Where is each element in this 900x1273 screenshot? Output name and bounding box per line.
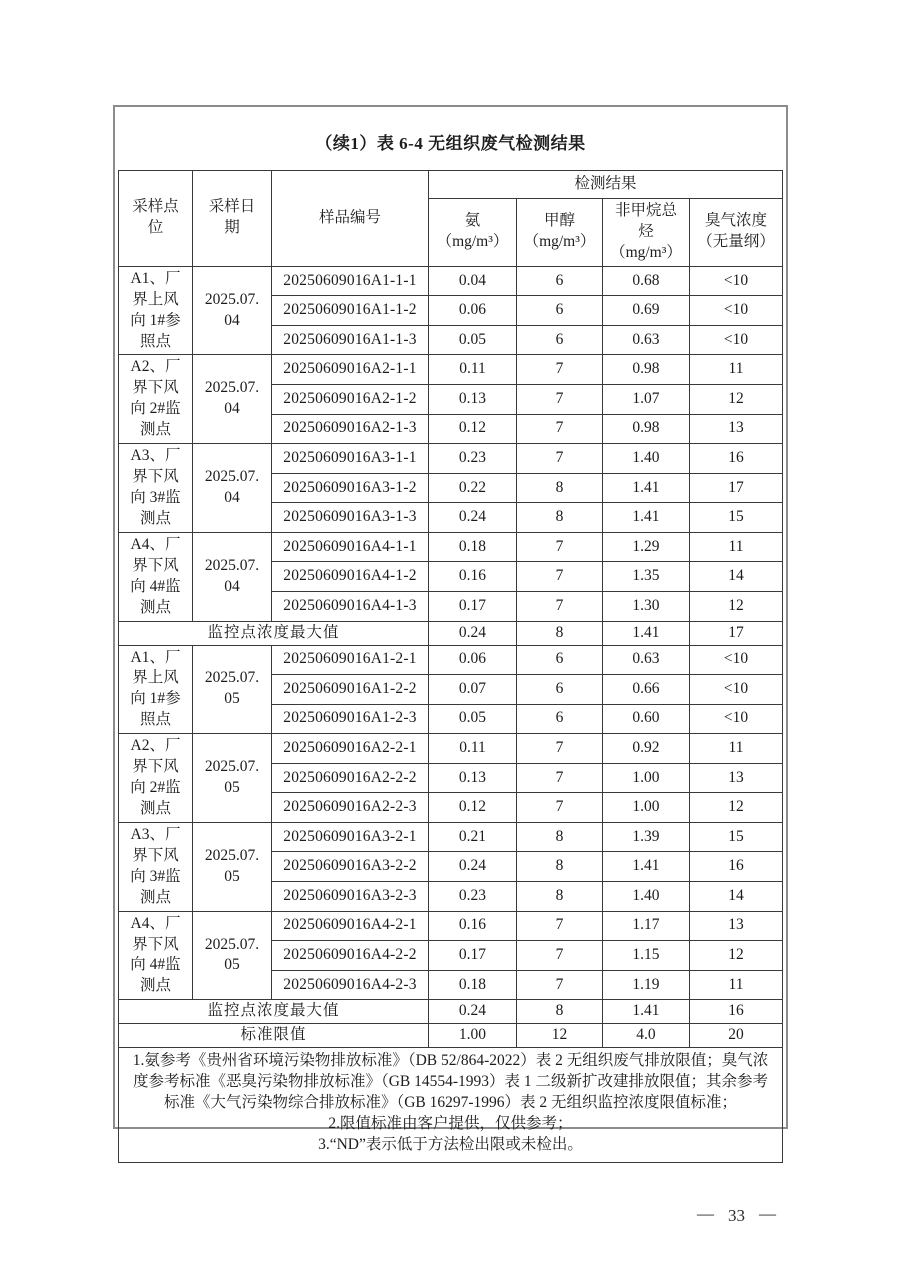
table-row xyxy=(118,355,782,385)
value-cell: 0.11 xyxy=(428,734,516,764)
value-cell: 7 xyxy=(516,763,602,793)
value-cell: 7 xyxy=(516,355,602,385)
column-header-sampling-point: 采样点位 xyxy=(118,171,192,267)
max-concentration-s1-value-2: 1.41 xyxy=(602,1000,689,1024)
sampling-date-cell: 2025.07.04 xyxy=(192,532,271,621)
column-header-methanol xyxy=(516,199,602,267)
sample-id-cell: 20250609016A4-1-2 xyxy=(271,562,428,592)
value-cell: 6 xyxy=(516,266,602,296)
value-cell: 0.16 xyxy=(428,911,516,941)
value-cell: 16 xyxy=(689,444,782,474)
sampling-point-cell: A1、厂界上风向 1#参照点 xyxy=(118,645,192,734)
sample-id-cell: 20250609016A2-1-2 xyxy=(271,385,428,415)
sampling-point-cell: A2、厂界下风向 2#监测点 xyxy=(118,355,192,444)
sample-id-cell: 20250609016A3-1-2 xyxy=(271,473,428,503)
column-group-header-results: 检测结果 xyxy=(428,171,782,199)
value-cell: 6 xyxy=(516,704,602,734)
value-cell: 8 xyxy=(516,882,602,912)
value-cell: 7 xyxy=(516,444,602,474)
sampling-date-cell: 2025.07.04 xyxy=(192,266,271,355)
value-cell: <10 xyxy=(689,675,782,705)
value-cell: 1.30 xyxy=(602,591,689,621)
value-cell: 7 xyxy=(516,385,602,415)
max-concentration-s1-label: 监控点浓度最大值 xyxy=(118,1000,428,1024)
sample-id-cell: 20250609016A3-1-3 xyxy=(271,503,428,533)
value-cell: 0.21 xyxy=(428,822,516,852)
value-cell: <10 xyxy=(689,266,782,296)
footnotes xyxy=(118,1048,782,1163)
max-concentration-s0-value-3: 17 xyxy=(689,621,782,645)
value-cell: 12 xyxy=(689,941,782,971)
value-cell: 11 xyxy=(689,734,782,764)
value-cell: 8 xyxy=(516,852,602,882)
standard-limit-label: 标准限值 xyxy=(118,1024,428,1048)
standard-limit-value-2: 4.0 xyxy=(602,1024,689,1048)
standard-limit-value-0: 1.00 xyxy=(428,1024,516,1048)
sample-id-cell: 20250609016A2-1-3 xyxy=(271,414,428,444)
column-header-odor xyxy=(689,199,782,267)
value-cell: 1.41 xyxy=(602,852,689,882)
table-row xyxy=(118,532,782,562)
table-row xyxy=(118,444,782,474)
footnote-1: 1.氨参考《贵州省环境污染物排放标准》（DB 52/864-2022）表 2 无组织废气排放限值；臭气浓度参考标准《恶臭污染物排放标准》（GB 14554-1993）表 1 二级新扩改建排放限值；其余参考标准《大气污染物综合排放标准》（GB 16297-1996）表 2 无组织监控浓度限值标准； xyxy=(132,1052,769,1112)
value-cell: 6 xyxy=(516,675,602,705)
value-cell: 1.15 xyxy=(602,941,689,971)
sampling-date-cell: 2025.07.05 xyxy=(192,911,271,1000)
value-cell: 0.18 xyxy=(428,532,516,562)
column-header-nmhc-name: 非甲烷总烃 xyxy=(614,202,677,240)
table-row xyxy=(118,822,782,852)
standard-limit-value-1: 12 xyxy=(516,1024,602,1048)
value-cell: 7 xyxy=(516,734,602,764)
sample-id-cell: 20250609016A1-2-3 xyxy=(271,704,428,734)
value-cell: 13 xyxy=(689,911,782,941)
value-cell: 0.13 xyxy=(428,763,516,793)
column-header-ammonia-name: 氨 xyxy=(464,212,481,230)
value-cell: 13 xyxy=(689,763,782,793)
value-cell: 8 xyxy=(516,473,602,503)
value-cell: 1.41 xyxy=(602,503,689,533)
sample-id-cell: 20250609016A4-2-1 xyxy=(271,911,428,941)
table-row xyxy=(118,734,782,764)
footnote-3: 3.“ND”表示低于方法检出限或未检出。 xyxy=(318,1135,583,1153)
column-header-odor-unit: （无量纲） xyxy=(697,233,775,251)
sample-id-cell: 20250609016A2-1-1 xyxy=(271,355,428,385)
value-cell: 0.16 xyxy=(428,562,516,592)
sampling-point-cell: A4、厂界下风向 4#监测点 xyxy=(118,911,192,1000)
max-concentration-s0-label: 监控点浓度最大值 xyxy=(118,621,428,645)
value-cell: 14 xyxy=(689,882,782,912)
column-header-nmhc-unit: （mg/m³） xyxy=(610,243,682,261)
value-cell: <10 xyxy=(689,645,782,675)
value-cell: 0.66 xyxy=(602,675,689,705)
column-header-nmhc xyxy=(602,199,689,267)
value-cell: 0.04 xyxy=(428,266,516,296)
value-cell: 7 xyxy=(516,911,602,941)
value-cell: 0.17 xyxy=(428,941,516,971)
value-cell: 16 xyxy=(689,852,782,882)
sampling-date-cell: 2025.07.04 xyxy=(192,444,271,533)
value-cell: 0.24 xyxy=(428,852,516,882)
footnote-row xyxy=(118,1048,782,1163)
max-concentration-s1-value-3: 16 xyxy=(689,1000,782,1024)
sample-id-cell: 20250609016A1-1-3 xyxy=(271,325,428,355)
value-cell: 7 xyxy=(516,591,602,621)
value-cell: 1.40 xyxy=(602,882,689,912)
value-cell: 7 xyxy=(516,414,602,444)
sample-id-cell: 20250609016A1-1-2 xyxy=(271,296,428,326)
max-concentration-s0-row xyxy=(118,621,782,645)
sampling-point-cell: A1、厂界上风向 1#参照点 xyxy=(118,266,192,355)
value-cell: 0.18 xyxy=(428,970,516,1000)
sampling-point-cell: A3、厂界下风向 3#监测点 xyxy=(118,822,192,911)
value-cell: 1.41 xyxy=(602,473,689,503)
value-cell: 8 xyxy=(516,503,602,533)
sample-id-cell: 20250609016A2-2-3 xyxy=(271,793,428,823)
value-cell: 0.11 xyxy=(428,355,516,385)
value-cell: 12 xyxy=(689,793,782,823)
value-cell: 0.63 xyxy=(602,325,689,355)
value-cell: 0.24 xyxy=(428,503,516,533)
max-concentration-s1-row xyxy=(118,1000,782,1024)
sampling-point-cell: A2、厂界下风向 2#监测点 xyxy=(118,734,192,823)
value-cell: 8 xyxy=(516,822,602,852)
sample-id-cell: 20250609016A3-1-1 xyxy=(271,444,428,474)
value-cell: 0.17 xyxy=(428,591,516,621)
value-cell: 7 xyxy=(516,562,602,592)
page-number-right-dash: — xyxy=(759,1204,776,1223)
table-row xyxy=(118,911,782,941)
value-cell: 15 xyxy=(689,503,782,533)
value-cell: 0.06 xyxy=(428,296,516,326)
value-cell: 0.07 xyxy=(428,675,516,705)
column-header-methanol-unit: （mg/m³） xyxy=(523,233,596,251)
value-cell: 1.39 xyxy=(602,822,689,852)
value-cell: 11 xyxy=(689,532,782,562)
value-cell: 0.68 xyxy=(602,266,689,296)
value-cell: <10 xyxy=(689,296,782,326)
value-cell: 1.07 xyxy=(602,385,689,415)
table-title: （续1）表 6-4 无组织废气检测结果 xyxy=(315,134,586,153)
value-cell: 0.05 xyxy=(428,704,516,734)
value-cell: 0.05 xyxy=(428,325,516,355)
value-cell: 1.40 xyxy=(602,444,689,474)
sampling-date-cell: 2025.07.05 xyxy=(192,645,271,734)
sampling-date-cell: 2025.07.05 xyxy=(192,734,271,823)
page-number-value: 33 xyxy=(728,1206,745,1225)
value-cell: 0.06 xyxy=(428,645,516,675)
value-cell: 0.98 xyxy=(602,355,689,385)
document-page xyxy=(113,105,788,1153)
max-concentration-s0-value-0: 0.24 xyxy=(428,621,516,645)
value-cell: 0.13 xyxy=(428,385,516,415)
sampling-date-cell: 2025.07.05 xyxy=(192,822,271,911)
value-cell: 6 xyxy=(516,296,602,326)
value-cell: 7 xyxy=(516,793,602,823)
table-row xyxy=(118,266,782,296)
column-header-methanol-name: 甲醇 xyxy=(543,212,575,230)
value-cell: 12 xyxy=(689,591,782,621)
column-header-ammonia-unit: （mg/m³） xyxy=(436,233,509,251)
value-cell: 0.22 xyxy=(428,473,516,503)
sampling-point-cell: A4、厂界下风向 4#监测点 xyxy=(118,532,192,621)
max-concentration-s0-value-2: 1.41 xyxy=(602,621,689,645)
sample-id-cell: 20250609016A1-2-2 xyxy=(271,675,428,705)
sample-id-cell: 20250609016A4-1-3 xyxy=(271,591,428,621)
value-cell: 0.92 xyxy=(602,734,689,764)
value-cell: 13 xyxy=(689,414,782,444)
value-cell: 7 xyxy=(516,941,602,971)
max-concentration-s0-value-1: 8 xyxy=(516,621,602,645)
value-cell: 0.12 xyxy=(428,793,516,823)
value-cell: 1.00 xyxy=(602,793,689,823)
emission-results-table xyxy=(118,170,783,1163)
page-number-left-dash: — xyxy=(697,1204,714,1223)
sample-id-cell: 20250609016A4-1-1 xyxy=(271,532,428,562)
value-cell: <10 xyxy=(689,325,782,355)
sample-id-cell: 20250609016A3-2-1 xyxy=(271,822,428,852)
value-cell: 15 xyxy=(689,822,782,852)
value-cell: 7 xyxy=(516,970,602,1000)
value-cell: 14 xyxy=(689,562,782,592)
value-cell: 1.00 xyxy=(602,763,689,793)
value-cell: 17 xyxy=(689,473,782,503)
column-header-ammonia xyxy=(428,199,516,267)
value-cell: 11 xyxy=(689,970,782,1000)
sample-id-cell: 20250609016A3-2-2 xyxy=(271,852,428,882)
value-cell: 1.35 xyxy=(602,562,689,592)
value-cell: 11 xyxy=(689,355,782,385)
value-cell: 0.98 xyxy=(602,414,689,444)
column-header-sample-id: 样品编号 xyxy=(271,171,428,267)
sample-id-cell: 20250609016A4-2-3 xyxy=(271,970,428,1000)
sample-id-cell: 20250609016A2-2-1 xyxy=(271,734,428,764)
column-header-sampling-date: 采样日期 xyxy=(192,171,271,267)
sampling-date-cell: 2025.07.04 xyxy=(192,355,271,444)
column-header-odor-name: 臭气浓度 xyxy=(704,212,767,230)
header-row-top xyxy=(118,171,782,199)
value-cell: 1.19 xyxy=(602,970,689,1000)
value-cell: 6 xyxy=(516,645,602,675)
sampling-point-cell: A3、厂界下风向 3#监测点 xyxy=(118,444,192,533)
value-cell: 0.69 xyxy=(602,296,689,326)
value-cell: 0.23 xyxy=(428,882,516,912)
max-concentration-s1-value-1: 8 xyxy=(516,1000,602,1024)
standard-limit-row xyxy=(118,1024,782,1048)
footnote-2: 2.限值标准由客户提供，仅供参考； xyxy=(328,1115,573,1133)
value-cell: 7 xyxy=(516,532,602,562)
table-row xyxy=(118,645,782,675)
max-concentration-s1-value-0: 0.24 xyxy=(428,1000,516,1024)
sample-id-cell: 20250609016A1-2-1 xyxy=(271,645,428,675)
value-cell: <10 xyxy=(689,704,782,734)
sample-id-cell: 20250609016A1-1-1 xyxy=(271,266,428,296)
sample-id-cell: 20250609016A4-2-2 xyxy=(271,941,428,971)
value-cell: 1.29 xyxy=(602,532,689,562)
value-cell: 1.17 xyxy=(602,911,689,941)
sample-id-cell: 20250609016A2-2-2 xyxy=(271,763,428,793)
value-cell: 0.23 xyxy=(428,444,516,474)
value-cell: 0.60 xyxy=(602,704,689,734)
standard-limit-value-3: 20 xyxy=(689,1024,782,1048)
page-number xyxy=(0,1206,790,1226)
sample-id-cell: 20250609016A3-2-3 xyxy=(271,882,428,912)
value-cell: 0.12 xyxy=(428,414,516,444)
value-cell: 0.63 xyxy=(602,645,689,675)
value-cell: 12 xyxy=(689,385,782,415)
value-cell: 6 xyxy=(516,325,602,355)
